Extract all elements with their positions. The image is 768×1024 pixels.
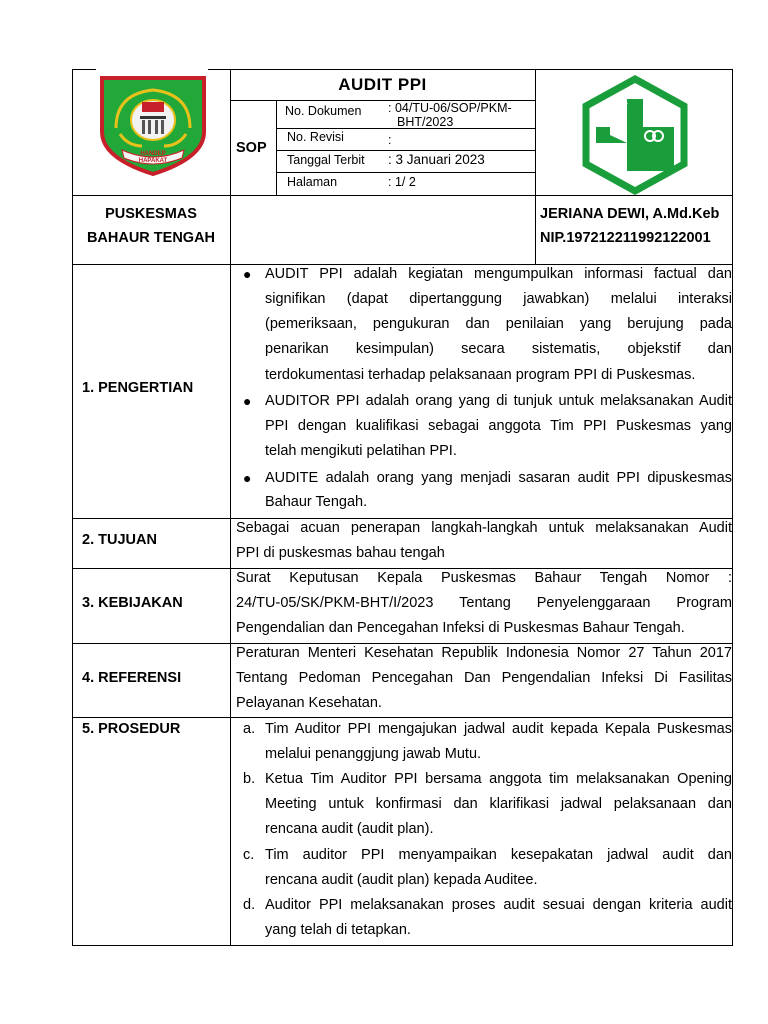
section-pengertian-label: 1. PENGERTIAN bbox=[82, 380, 194, 396]
bullet-dot: ● bbox=[243, 393, 252, 409]
puskesmas-name-line2: BAHAUR TENGAH bbox=[86, 230, 216, 246]
sop-label: SOP bbox=[236, 140, 267, 156]
referensi-line-3: Pelayanan Kesehatan. bbox=[236, 695, 382, 711]
kebijakan-line-2: 24/TU-05/SK/PKM-BHT/I/2023 Tentang Penyelenggaraan Program bbox=[236, 595, 732, 611]
text-line: Tim auditor PPI menyampaikan kesepakatan jadwal audit dan bbox=[265, 847, 732, 863]
section-tujuan-label: 2. TUJUAN bbox=[82, 532, 157, 548]
text-line: telah mengikuti pelatihan PPI. bbox=[265, 443, 457, 459]
section-referensi-label: 4. REFERENSI bbox=[82, 670, 182, 686]
signer-nip: NIP.197212211992122001 bbox=[540, 230, 711, 246]
page-label: Halaman bbox=[287, 175, 338, 189]
text-line: Ketua Tim Auditor PPI bersama anggota tim melaksanakan Opening bbox=[265, 771, 732, 787]
text-line: melalui penanggjung jawab Mutu. bbox=[265, 746, 482, 762]
doc-number-value-2: BHT/2023 bbox=[397, 115, 454, 129]
section-prosedur-label: 5. PROSEDUR bbox=[82, 721, 181, 737]
list-marker: a. bbox=[243, 721, 256, 737]
text-line: AUDITOR PPI adalah orang yang di tunjuk untuk melaksanakan Audit bbox=[265, 393, 732, 409]
puskesmas-logo bbox=[580, 75, 690, 195]
issue-date-label: Tanggal Terbit bbox=[287, 153, 365, 167]
text-line: Meeting untuk konfirmasi dan klarifikasi jadwal pelaksanaan dan bbox=[265, 796, 732, 812]
document-title: AUDIT PPI bbox=[338, 75, 427, 94]
text-line: signifikan (dapat dipertanggung jawabkan) melalui interaksi bbox=[265, 291, 732, 307]
tujuan-line-2: PPI di puskesmas bahau tengah bbox=[236, 545, 445, 561]
emblem-banner-text: HANDEP HAPAKAT bbox=[138, 151, 168, 164]
text-line: (pemeriksaan, pengukuran dan penilaian yang berujung pada bbox=[265, 316, 732, 332]
bullet-dot: ● bbox=[243, 266, 252, 282]
kebijakan-line-3: Pengendalian dan Pencegahan Infeksi di Puskesmas Bahaur Tengah. bbox=[236, 620, 685, 636]
text-line: terdokumentasi terhadap pelaksanaan program PPI di Puskesmas. bbox=[265, 367, 696, 383]
regional-emblem-logo bbox=[98, 72, 208, 176]
text-line: penarikan kesimpulan) secara sistematis, objekstif dan bbox=[265, 341, 732, 357]
text-line: Auditor PPI melaksanakan proses audit sesuai dengan kriteria audit bbox=[265, 897, 732, 913]
doc-number-value: : 04/TU-06/SOP/PKM- bbox=[388, 101, 512, 115]
list-marker: c. bbox=[243, 847, 255, 863]
kebijakan-line-1: Surat Keputusan Kepala Puskesmas Bahaur Tengah Nomor : bbox=[236, 570, 732, 586]
text-line: yang telah di tetapkan. bbox=[265, 922, 411, 938]
issue-date-value: : 3 Januari 2023 bbox=[388, 152, 485, 167]
signer-name: JERIANA DEWI, A.Md.Keb bbox=[540, 206, 720, 222]
referensi-line-2: Tentang Pedoman Pencegahan Dan Pengendalian Infeksi Di Fasilitas bbox=[236, 670, 732, 686]
referensi-line-1: Peraturan Menteri Kesehatan Republik Indonesia Nomor 27 Tahun 2017 bbox=[236, 645, 732, 661]
revision-value: : bbox=[388, 133, 392, 147]
page-value: : 1/ 2 bbox=[388, 175, 416, 189]
text-line: Tim Auditor PPI mengajukan jadwal audit kepada Kepala Puskesmas bbox=[265, 721, 732, 737]
text-line: AUDIT PPI adalah kegiatan mengumpulkan informasi factual dan bbox=[265, 266, 732, 282]
bullet-dot: ● bbox=[243, 470, 252, 486]
text-line: rencana audit (audit plan) kepada Auditee. bbox=[265, 872, 538, 888]
text-line: Bahaur Tengah. bbox=[265, 494, 368, 510]
puskesmas-name-line1: PUSKESMAS bbox=[105, 206, 197, 222]
tujuan-line-1: Sebagai acuan penerapan langkah-langkah untuk melaksanakan Audit bbox=[236, 520, 732, 536]
list-marker: b. bbox=[243, 771, 256, 787]
section-kebijakan-label: 3. KEBIJAKAN bbox=[82, 595, 183, 611]
text-line: AUDITE adalah orang yang menjadi sasaran audit PPI dipuskesmas bbox=[265, 470, 732, 486]
list-marker: d. bbox=[243, 897, 256, 913]
doc-number-label: No. Dokumen bbox=[285, 104, 362, 118]
text-line: rencana audit (audit plan). bbox=[265, 821, 434, 837]
revision-label: No. Revisi bbox=[287, 130, 344, 144]
text-line: PPI dengan kualifikasi sebagai anggota Tim PPI Puskesmas yang bbox=[265, 418, 732, 434]
